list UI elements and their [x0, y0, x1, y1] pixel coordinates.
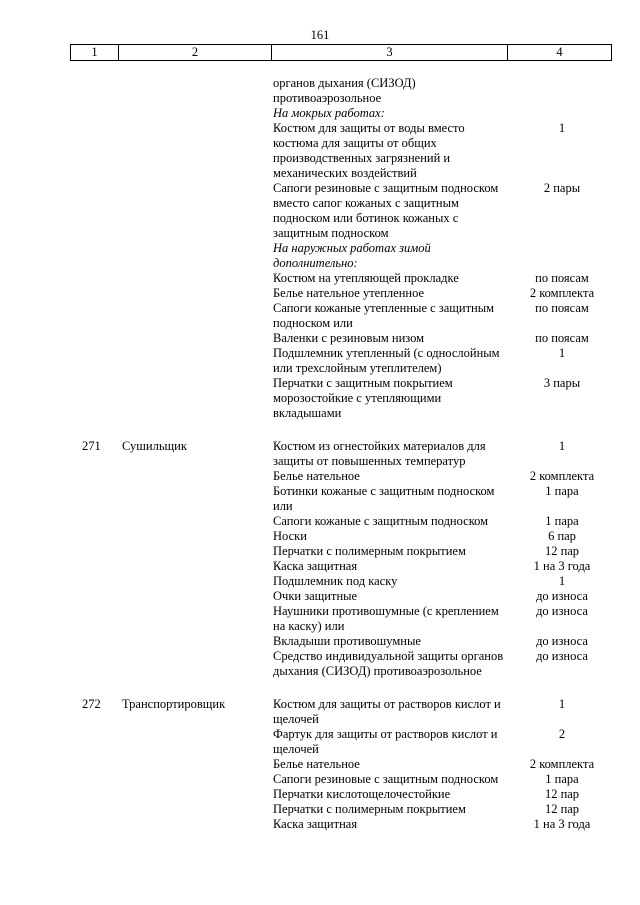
item-name: Белье нательное	[273, 757, 360, 771]
list-item	[0, 331, 640, 346]
list-item	[0, 286, 640, 301]
item-name: Фартук для защиты от растворов кислот и щелочей	[273, 727, 498, 756]
item-name: Наушники противошумные (с креплением на каску) или	[273, 604, 499, 633]
list-item	[0, 649, 640, 679]
item-quantity: 1 пара	[545, 514, 579, 528]
item-name: Перчатки с полимерным покрытием	[273, 802, 466, 816]
item-quantity: 1	[558, 346, 566, 360]
item-name: Каска защитная	[273, 559, 358, 573]
table-body	[0, 76, 640, 832]
item-quantity: 6 пар	[548, 529, 576, 543]
list-item	[0, 301, 640, 331]
list-item	[0, 529, 640, 544]
item-quantity: 1 пара	[545, 772, 579, 786]
profession-name: Транспортировщик	[122, 697, 226, 711]
item-name: Подшлемник утепленный (с однослойным или трехслойным утеплителем)	[273, 346, 500, 375]
item-name: Носки	[273, 529, 307, 543]
item-quantity: 2 комплекта	[529, 757, 595, 771]
item-name: Костюм для защиты от воды вместо костюма для защиты от общих производственных загрязнений и механических воздействий	[273, 121, 465, 180]
table-row	[0, 697, 640, 832]
item-name: Перчатки кислотощелочестойкие	[273, 787, 451, 801]
list-item	[0, 544, 640, 559]
list-item	[0, 727, 640, 757]
list-item	[0, 757, 640, 772]
list-item	[0, 589, 640, 604]
item-quantity: 3 пары	[543, 376, 581, 390]
item-name: Ботинки кожаные с защитным подноском или	[273, 484, 495, 513]
item-quantity: 1	[558, 697, 566, 711]
item-name: Подшлемник под каску	[273, 574, 398, 588]
item-name: Белье нательное	[273, 469, 360, 483]
list-item	[0, 106, 640, 121]
profession-name: Сушильщик	[122, 439, 187, 453]
item-name: Костюм из огнестойких материалов для защиты от повышенных температур	[273, 439, 486, 468]
item-name: органов дыхания (СИЗОД) противоаэрозольное	[273, 76, 416, 105]
list-item	[0, 469, 640, 484]
item-name: Белье нательное утепленное	[273, 286, 425, 300]
list-item	[0, 181, 640, 241]
item-name: Сапоги кожаные утепленные с защитным подноском или	[273, 301, 495, 330]
item-quantity: 12 пар	[544, 787, 580, 801]
item-name: Перчатки с полимерным покрытием	[273, 544, 466, 558]
header-col-4: 4	[556, 45, 563, 59]
list-item	[0, 559, 640, 574]
item-quantity: 2 комплекта	[529, 469, 595, 483]
item-quantity: по поясам	[535, 271, 589, 285]
table-row	[0, 76, 640, 421]
item-name: Очки защитные	[273, 589, 358, 603]
list-item	[0, 514, 640, 529]
page-number: 161	[310, 28, 330, 42]
item-quantity: 2 пары	[543, 181, 581, 195]
table-header	[70, 44, 612, 61]
list-item	[0, 271, 640, 286]
item-name: Костюм для защиты от растворов кислот и щелочей	[273, 697, 501, 726]
item-quantity: до износа	[536, 649, 588, 663]
item-name: Костюм на утепляющей прокладке	[273, 271, 459, 285]
list-item	[0, 634, 640, 649]
table-row	[0, 439, 640, 679]
item-quantity: по поясам	[535, 301, 589, 315]
item-quantity: по поясам	[535, 331, 589, 345]
item-name: Каска защитная	[273, 817, 358, 831]
item-quantity: 2	[558, 727, 566, 741]
item-name: Вкладыши противошумные	[273, 634, 421, 648]
list-item	[0, 574, 640, 589]
header-col-3: 3	[272, 45, 508, 60]
item-quantity: до износа	[536, 604, 588, 618]
item-name: Валенки с резиновым низом	[273, 331, 425, 345]
list-item	[0, 604, 640, 634]
section-gap	[0, 679, 640, 697]
item-name: Средство индивидуальной защиты органов дыхания (СИЗОД) противоаэрозольное	[273, 649, 504, 678]
item-name: На мокрых работах:	[273, 106, 385, 120]
item-quantity: до износа	[536, 634, 588, 648]
list-item	[0, 376, 640, 421]
list-item	[0, 484, 640, 514]
header-col-1: 1	[71, 45, 119, 60]
item-quantity: 1	[558, 121, 566, 135]
row-number: 272	[82, 697, 101, 711]
list-item	[0, 76, 640, 106]
row-number: 271	[82, 439, 101, 453]
list-item	[0, 817, 640, 832]
item-name: Сапоги резиновые с защитным подноском	[273, 772, 499, 786]
item-name: Сапоги кожаные с защитным подноском	[273, 514, 489, 528]
list-item	[0, 241, 640, 271]
item-quantity: 12 пар	[544, 802, 580, 816]
item-quantity: 1 на 3 года	[533, 559, 591, 573]
item-quantity: 2 комплекта	[529, 286, 595, 300]
list-item	[0, 346, 640, 376]
item-quantity: 1	[558, 574, 566, 588]
list-item	[0, 787, 640, 802]
item-quantity: 1 на 3 года	[533, 817, 591, 831]
item-name: Сапоги резиновые с защитным подноском вместо сапог кожаных с защитным подноском или ботинок кожаных с защитным подноском	[273, 181, 499, 240]
item-quantity: 12 пар	[544, 544, 580, 558]
item-name: Перчатки с защитным покрытием морозостойкие с утепляющими вкладышами	[273, 376, 453, 420]
list-item	[0, 772, 640, 787]
list-item	[0, 121, 640, 181]
list-item	[0, 802, 640, 817]
section-gap	[0, 421, 640, 439]
item-quantity: до износа	[536, 589, 588, 603]
item-quantity: 1	[558, 439, 566, 453]
header-col-2: 2	[119, 45, 272, 60]
item-name: На наружных работах зимой дополнительно:	[273, 241, 431, 270]
item-quantity: 1 пара	[545, 484, 579, 498]
